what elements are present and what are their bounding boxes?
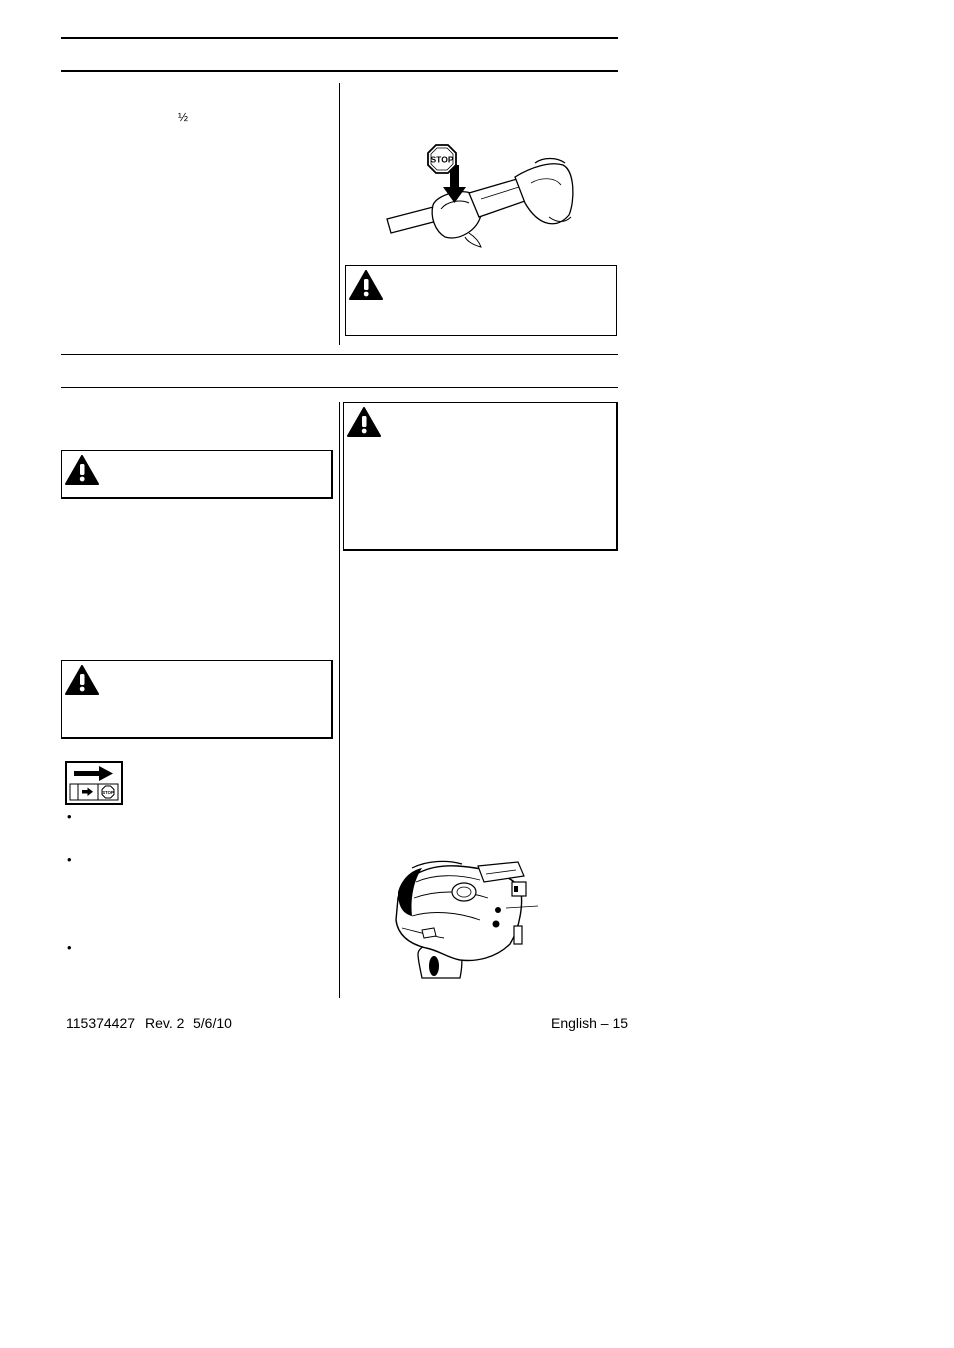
engine-illustration xyxy=(388,858,540,980)
warning-triangle-icon xyxy=(65,665,99,695)
stop-sign-text: STOP xyxy=(430,154,454,165)
section-rule-top xyxy=(61,354,618,355)
bullet-1: • xyxy=(67,809,72,824)
bullet-2: • xyxy=(67,852,72,867)
warning-triangle-icon xyxy=(349,270,383,300)
warning-box-right-large xyxy=(343,402,618,551)
switch-icon xyxy=(65,761,123,805)
footer-part-number: 115374427 xyxy=(66,1015,136,1031)
column-divider-top xyxy=(339,83,340,345)
header-rule-top xyxy=(61,37,618,39)
warning-box-left-2 xyxy=(61,660,333,739)
footer-page-label: English – 15 xyxy=(551,1015,629,1031)
fraction-mark: ½ xyxy=(178,110,189,124)
stop-switch-illustration xyxy=(385,143,580,251)
section-rule-bottom xyxy=(61,387,618,388)
warning-triangle-icon xyxy=(347,407,381,437)
bullet-3: • xyxy=(67,940,72,955)
column-divider-bottom xyxy=(339,402,340,998)
switch-stop-label: STOP xyxy=(102,790,114,795)
warning-triangle-icon xyxy=(65,455,99,485)
footer-date: 5/6/10 xyxy=(193,1015,232,1031)
header-rule-bottom xyxy=(61,70,618,72)
warning-box-left-1 xyxy=(61,450,333,499)
warning-box-stop xyxy=(345,265,617,336)
footer-revision: Rev. 2 xyxy=(145,1015,185,1031)
